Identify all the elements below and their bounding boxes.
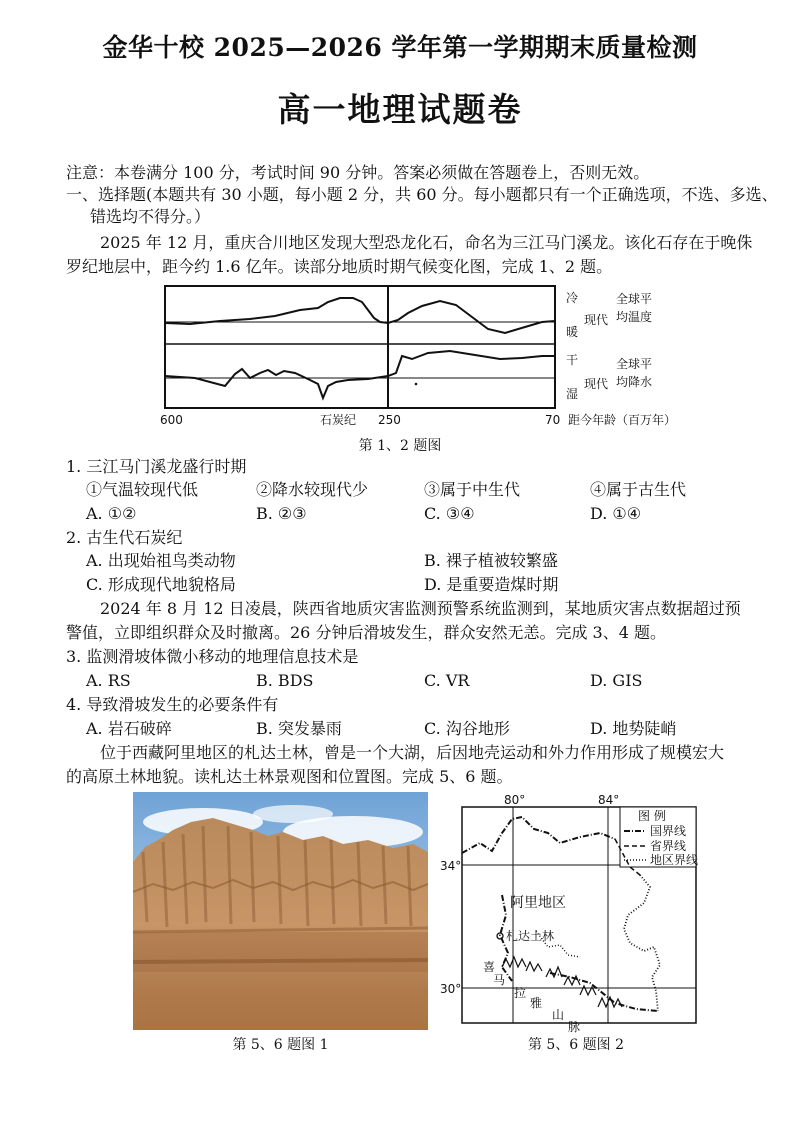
- q1-option-b: B. ②③: [256, 504, 307, 523]
- q4-option-b: B. 突发暴雨: [256, 719, 342, 738]
- q3-option-c: C. VR: [424, 671, 470, 690]
- chart-caption: 第 1、2 题图: [358, 438, 442, 454]
- q3-option-d: D. GIS: [590, 671, 643, 690]
- chart-dot: [415, 383, 418, 386]
- legend-national: 国界线: [650, 824, 687, 838]
- label-cold: 冷: [566, 291, 579, 305]
- axis-title: 距今年龄（百万年）: [568, 413, 677, 427]
- label-global-precip-b: 均降水: [616, 375, 653, 389]
- q3-option-a: A. RS: [86, 671, 131, 690]
- label-modern-temp: 现代: [584, 313, 609, 327]
- passage1-line2: 罗纪地层中，距今约 1.6 亿年。读部分地质时期气候变化图，完成 1、2 题。: [66, 257, 613, 276]
- q1-statement-4: ④属于古生代: [590, 480, 687, 499]
- figure2-caption: 第 5、6 题图 2: [527, 1037, 625, 1053]
- label-wet: 湿: [566, 387, 579, 401]
- q3-stem: 3. 监测滑坡体微小移动的地理信息技术是: [66, 647, 359, 666]
- tick-250: 250: [378, 413, 401, 427]
- q2-stem: 2. 古生代石炭纪: [66, 528, 183, 547]
- place-label: 札达土林: [506, 929, 555, 943]
- label-warm: 暖: [566, 325, 579, 339]
- temperature-curve: [165, 298, 555, 333]
- legend-provincial: 省界线: [650, 839, 687, 853]
- precipitation-curve: [165, 351, 555, 398]
- figure1-caption: 第 5、6 题图 1: [232, 1037, 329, 1053]
- tick-70: 70: [545, 413, 561, 427]
- section1-instructions-cont: 错选均不得分。）: [90, 207, 211, 226]
- q4-option-d: D. 地势陡峭: [590, 719, 677, 738]
- mountain-char-1: 喜: [483, 960, 496, 974]
- q1-stem: 1. 三江马门溪龙盛行时期: [66, 457, 247, 476]
- q1-option-c: C. ③④: [424, 504, 475, 523]
- q4-stem: 4. 导致滑坡发生的必要条件有: [66, 695, 279, 714]
- region-label: 阿里地区: [510, 895, 566, 911]
- label-modern-precip: 现代: [584, 377, 609, 391]
- passage3-line2: 的高原土林地貌。读札达土林景观图和位置图。完成 5、6 题。: [66, 767, 513, 786]
- lon-80-label: 80°: [504, 795, 526, 807]
- label-global-temp-a: 全球平: [616, 292, 653, 306]
- chart-frame: [165, 286, 555, 408]
- mountain-char-5: 山: [552, 1008, 565, 1022]
- section1-instructions: 一、选择题(本题共有 30 小题，每小题 2 分，共 60 分。每小题都只有一个正确选项，不选、多选、: [66, 185, 778, 204]
- passage1-line1: 2025 年 12 月，重庆合川地区发现大型恐龙化石，命名为三江马门溪龙。该化石存在于晚侏: [100, 233, 753, 252]
- q4-option-c: C. 沟谷地形: [424, 719, 510, 738]
- label-global-temp-b: 均温度: [616, 310, 653, 324]
- q1-option-d: D. ①④: [590, 504, 642, 523]
- mountain-char-3: 拉: [514, 986, 527, 1000]
- climate-change-chart: [150, 280, 720, 430]
- q2-option-a: A. 出现始祖鸟类动物: [86, 551, 236, 570]
- legend-regional: 地区界线: [650, 853, 699, 867]
- q1-statement-1: ①气温较现代低: [86, 480, 199, 499]
- q1-statement-3: ③属于中生代: [424, 480, 521, 499]
- tick-carboniferous: 石炭纪: [320, 413, 357, 427]
- q2-option-b: B. 裸子植被较繁盛: [424, 551, 558, 570]
- ali-location-map: [440, 795, 712, 1035]
- lon-84-label: 84°: [598, 795, 620, 807]
- passage3-line1: 位于西藏阿里地区的札达土林，曾是一个大湖，后因地壳运动和外力作用形成了规模宏大: [100, 743, 725, 762]
- label-global-precip-a: 全球平: [616, 357, 653, 371]
- mountain-char-4: 雅: [530, 996, 543, 1010]
- exam-school-line: 金华十校 2025—2026 学年第一学期期末质量检测: [102, 33, 698, 62]
- q1-option-a: A. ①②: [86, 504, 137, 523]
- passage2-line1: 2024 年 8 月 12 日凌晨，陕西省地质灾害监测预警系统监测到，某地质灾害点数据超过预: [100, 599, 741, 618]
- label-dry: 干: [566, 353, 579, 367]
- q2-option-d: D. 是重要造煤时期: [424, 575, 559, 594]
- lat-30-label: 30°: [440, 982, 462, 996]
- notice-text: 注意：本卷满分 100 分，考试时间 90 分钟。答案必须做在答题卷上，否则无效。: [66, 163, 650, 182]
- mountain-char-6: 脉: [568, 1020, 581, 1034]
- q4-option-a: A. 岩石破碎: [86, 719, 172, 738]
- q3-option-b: B. BDS: [256, 671, 314, 690]
- lat-34-label: 34°: [440, 859, 462, 873]
- exam-title: 高一地理试题卷: [277, 90, 523, 129]
- mountain-char-2: 马: [493, 973, 506, 987]
- q1-statement-2: ②降水较现代少: [256, 480, 369, 499]
- q2-option-c: C. 形成现代地貌格局: [86, 575, 236, 594]
- legend-title: 图 例: [638, 809, 666, 823]
- zanda-earth-forest-photo: [133, 792, 428, 1030]
- tick-600: 600: [160, 413, 183, 427]
- passage2-line2: 警值，立即组织群众及时撤离。26 分钟后滑坡发生，群众安然无恙。完成 3、4 题。: [66, 623, 666, 642]
